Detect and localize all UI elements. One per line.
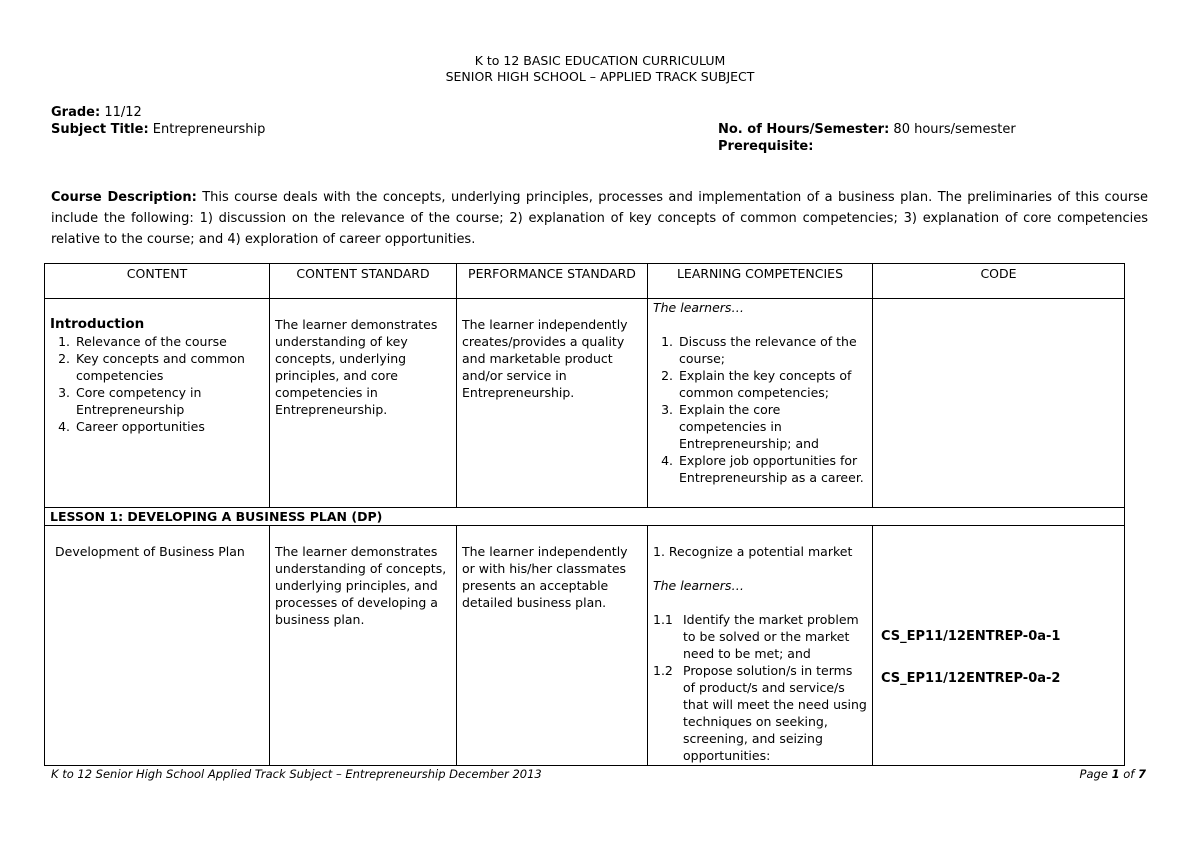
header-performance-standard: PERFORMANCE STANDARD bbox=[457, 264, 648, 299]
intro-competency-lead: The learners… bbox=[653, 300, 744, 315]
lesson-competencies-cell bbox=[648, 526, 873, 766]
table-header-row bbox=[45, 264, 1125, 299]
lesson-content-standard: The learner demonstrates understanding of concepts, underlying principles, and processes of developing a business plan. bbox=[270, 526, 457, 766]
table-row-introduction bbox=[45, 299, 1125, 508]
list-item: 1. Discuss the relevance of the course; bbox=[677, 333, 867, 367]
hours-value: 80 hours/semester bbox=[893, 122, 1016, 137]
table-row-lesson1 bbox=[45, 526, 1125, 766]
subject-line bbox=[51, 121, 265, 139]
hours-label: No. of Hours/Semester: bbox=[718, 122, 890, 137]
header-learning-competencies: LEARNING COMPETENCIES bbox=[648, 264, 873, 299]
intro-content-cell bbox=[45, 299, 270, 508]
footer-left: K to 12 Senior High School Applied Track Subject – Entrepreneurship December 2013 bbox=[51, 767, 542, 781]
prereq-label: Prerequisite: bbox=[718, 139, 814, 154]
lesson-performance-standard: The learner independently or with his/her classmates presents an acceptable detailed business plan. bbox=[457, 526, 648, 766]
subject-label: Subject Title: bbox=[51, 122, 149, 137]
list-item: 1. Relevance of the course bbox=[74, 333, 264, 350]
lesson-code-cell bbox=[873, 526, 1125, 766]
doc-title-line1: K to 12 BASIC EDUCATION CURRICULUM bbox=[474, 53, 726, 68]
header-code: CODE bbox=[873, 264, 1125, 299]
list-item: 3. Explain the core competencies in Entrepreneurship; and bbox=[677, 401, 867, 452]
prereq-line bbox=[718, 138, 813, 156]
sub-item-number: 1.1 bbox=[653, 612, 673, 627]
list-item: 3. Core competency in Entrepreneurship bbox=[74, 384, 264, 418]
page-current: 1 bbox=[1111, 767, 1120, 781]
lesson-competency-top: 1. Recognize a potential market bbox=[653, 544, 853, 559]
list-item: 4. Explore job opportunities for Entrepreneurship as a career. bbox=[677, 452, 867, 486]
intro-competencies-cell bbox=[648, 299, 873, 508]
list-item: 2. Explain the key concepts of common competencies; bbox=[677, 367, 867, 401]
hours-line bbox=[718, 121, 1016, 139]
sub-item-text: Identify the market problem to be solved or the market need to be met; and bbox=[683, 612, 859, 661]
intro-competency-list bbox=[653, 333, 867, 486]
intro-code-cell bbox=[873, 299, 1125, 508]
grade-line bbox=[51, 104, 142, 122]
page-number bbox=[1080, 767, 1146, 781]
subject-value: Entrepreneurship bbox=[152, 122, 266, 137]
doc-title-line2: SENIOR HIGH SCHOOL – APPLIED TRACK SUBJECT bbox=[445, 69, 755, 84]
page-total: 7 bbox=[1137, 767, 1146, 781]
sub-item-text: Propose solution/s in terms of product/s and service/s that will meet the need using techniques on seeking, screening, and seizing opportunities: bbox=[683, 663, 867, 763]
list-item bbox=[653, 662, 867, 764]
curriculum-table bbox=[44, 263, 1125, 766]
lesson-title-row bbox=[45, 508, 1125, 526]
intro-content-standard: The learner demonstrates understanding of key concepts, underlying principles, and core competencies in Entrepreneurship. bbox=[270, 299, 457, 508]
lesson-competency-lead: The learners… bbox=[653, 578, 744, 593]
course-description-label: Course Description: bbox=[51, 190, 197, 205]
code-value: CS_EP11/12ENTREP-0a-2 bbox=[881, 671, 1061, 686]
course-description-text: This course deals with the concepts, underlying principles, processes and implementation of a business plan. The preliminaries of this course include the following: 1) discussion on the relevance of the course; 2) explanation of key concepts of common competencies; 3) explanation of core competencies relative to the course; and 4) exploration of career opportunities. bbox=[51, 190, 1148, 247]
list-item: 2. Key concepts and common competencies bbox=[74, 350, 264, 384]
grade-label: Grade: bbox=[51, 105, 101, 120]
intro-content-list bbox=[50, 333, 264, 435]
grade-value: 11/12 bbox=[104, 105, 142, 120]
lesson-title: LESSON 1: DEVELOPING A BUSINESS PLAN (DP) bbox=[45, 508, 1125, 526]
page-prefix: Page bbox=[1079, 767, 1112, 781]
intro-performance-standard: The learner independently creates/provides a quality and marketable product and/or service in Entrepreneurship. bbox=[457, 299, 648, 508]
sub-item-number: 1.2 bbox=[653, 663, 673, 678]
course-description bbox=[51, 187, 1148, 250]
code-value: CS_EP11/12ENTREP-0a-1 bbox=[881, 629, 1061, 644]
list-item: 4. Career opportunities bbox=[74, 418, 264, 435]
header-content-standard: CONTENT STANDARD bbox=[270, 264, 457, 299]
page-mid: of bbox=[1119, 767, 1138, 781]
list-item bbox=[653, 611, 867, 662]
header-content: CONTENT bbox=[45, 264, 270, 299]
lesson-content: Development of Business Plan bbox=[45, 526, 270, 766]
intro-content-title: Introduction bbox=[50, 316, 145, 332]
